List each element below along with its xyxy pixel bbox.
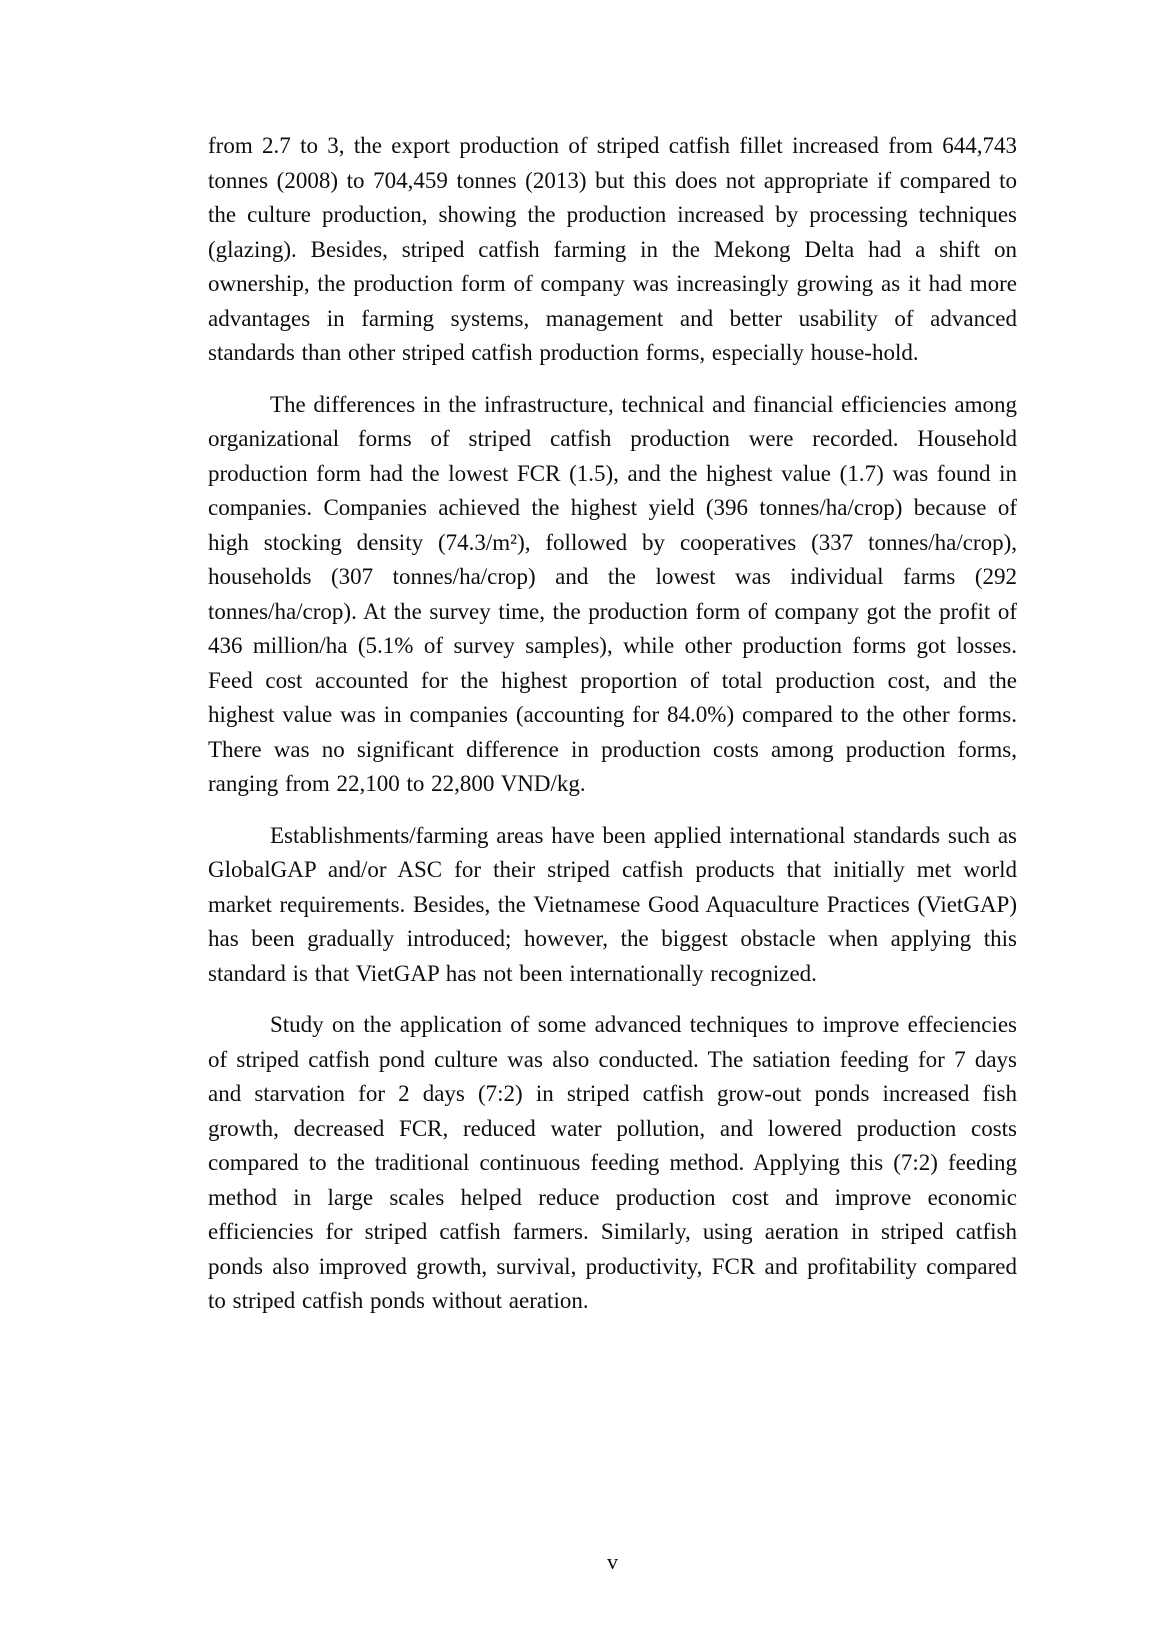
page-number: v: [607, 1549, 618, 1574]
paragraph-efficiency-differences: The differences in the infrastructure, technical and financial efficiencies among organizational forms of striped catfish production were recorded. Household production form had the lowest FCR (1.5), and the highest value (1.7) was found in companies. Companies achieved the highest yield (396 tonnes/ha/crop) because of high stocking density (74.3/m²), followed by cooperatives (337 tonnes/ha/crop), households (307 tonnes/ha/crop) and the lowest was individual farms (292 tonnes/ha/crop). At the survey time, the production form of company got the profit of 436 million/ha (5.1% of survey samples), while other production forms got losses. Feed cost accounted for the highest proportion of total production cost, and the highest value was in companies (accounting for 84.0%) compared to the other forms. There was no significant difference in production costs among production forms, ranging from 22,100 to 22,800 VND/kg.: [208, 391, 1017, 796]
paragraph-standards-certification: Establishments/farming areas have been applied international standards such as GlobalGAP and/or ASC for their striped catfish products that initially met world market requirements. Besides, the Vietnamese Good Aquaculture Practices (VietGAP) has been gradually introduced; however, the biggest obstacle when applying this standard is that VietGAP has not been internationally recognized.: [208, 822, 1017, 986]
page-body-text: [208, 129, 1017, 1319]
paragraph-continued-from-previous-page: from 2.7 to 3, the export production of striped catfish fillet increased from 644,743 tonnes (2008) to 704,459 tonnes (2013) but this does not appropriate if compared to the culture production, showing the production increased by processing techniques (glazing). Besides, striped catfish farming in the Mekong Delta had a shift on ownership, the production form of company was increasingly growing as it had more advantages in farming systems, management and better usability of advanced standards than other striped catfish production forms, especially house-hold.: [208, 133, 1017, 365]
paragraph-advanced-techniques: Study on the application of some advanced techniques to improve effeciencies of striped catfish pond culture was also conducted. The satiation feeding for 7 days and starvation for 2 days (7:2) in striped catfish grow-out ponds increased fish growth, decreased FCR, reduced water pollution, and lowered production costs compared to the traditional continuous feeding method. Applying this (7:2) feeding method in large scales helped reduce production cost and improve economic efficiencies for striped catfish farmers. Similarly, using aeration in striped catfish ponds also improved growth, survival, productivity, FCR and profitability compared to striped catfish ponds without aeration.: [208, 1012, 1017, 1313]
